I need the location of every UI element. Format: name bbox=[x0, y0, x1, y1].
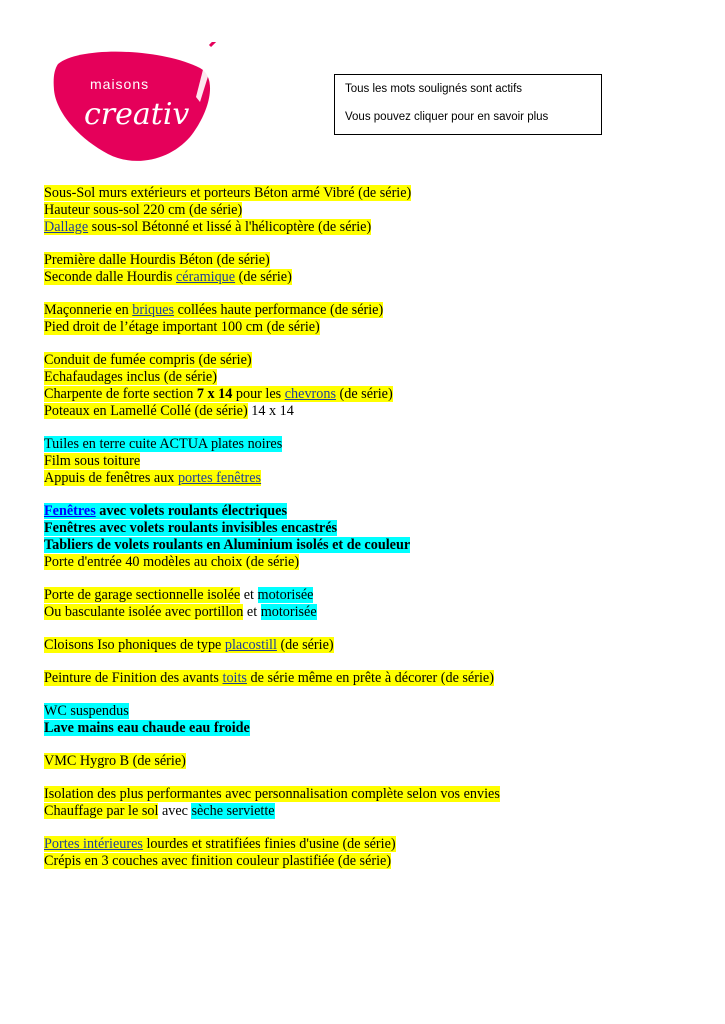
link-fenetres[interactable]: Fenêtres bbox=[44, 503, 96, 519]
maisons-creativ-logo bbox=[50, 42, 225, 167]
feature-line bbox=[44, 803, 500, 820]
link-chevrons[interactable]: chevrons bbox=[284, 386, 336, 402]
feature-text: Hauteur sous-sol 220 cm (de série) bbox=[44, 202, 243, 218]
feature-text: Peinture de Finition des avants bbox=[44, 670, 223, 686]
features-list bbox=[44, 185, 500, 870]
feature-line bbox=[44, 453, 500, 470]
feature-text: Conduit de fumée compris (de série) bbox=[44, 352, 252, 368]
feature-line bbox=[44, 836, 500, 853]
link-placostill[interactable]: placostill bbox=[224, 637, 277, 653]
feature-text: avec bbox=[158, 803, 192, 819]
feature-text: lourdes et stratifiées finies d'usine (de série) bbox=[142, 836, 396, 852]
feature-text: Sous-Sol murs extérieurs et porteurs Béton armé Vibré (de série) bbox=[44, 185, 412, 201]
feature-text: (de série) bbox=[235, 269, 292, 285]
notice-line-1: Tous les mots soulignés sont actifs bbox=[345, 83, 523, 95]
feature-text: Charpente de forte section bbox=[44, 386, 197, 402]
feature-text: Crépis en 3 couches avec finition couleur plastifiée (de série) bbox=[44, 853, 392, 869]
link-portes-fenetres[interactable]: portes fenêtres bbox=[177, 470, 262, 486]
feature-text: pour les bbox=[232, 386, 285, 402]
link-portes-interieures[interactable]: Portes intérieures bbox=[44, 836, 143, 852]
feature-line bbox=[44, 753, 500, 770]
feature-line bbox=[44, 403, 500, 420]
feature-text: et bbox=[240, 587, 258, 603]
feature-text: motorisée bbox=[260, 604, 317, 620]
feature-text: Echafaudages inclus (de série) bbox=[44, 369, 217, 385]
feature-line bbox=[44, 252, 500, 269]
feature-line bbox=[44, 853, 500, 870]
feature-line bbox=[44, 587, 500, 604]
link-ceramique[interactable]: céramique bbox=[176, 269, 236, 285]
feature-line bbox=[44, 269, 500, 286]
feature-line bbox=[44, 520, 500, 537]
feature-text: Cloisons Iso phoniques de type bbox=[44, 637, 225, 653]
feature-line bbox=[44, 786, 500, 803]
feature-line bbox=[44, 302, 500, 319]
feature-text: de série même en prête à décorer (de série) bbox=[246, 670, 494, 686]
feature-line bbox=[44, 637, 500, 654]
feature-text: Tuiles en terre cuite ACTUA plates noires bbox=[44, 436, 283, 452]
feature-text: et bbox=[243, 604, 261, 620]
feature-text: sous-sol Bétonné et lissé à l'hélicoptère (de série) bbox=[88, 219, 372, 235]
link-dallage[interactable]: Dallage bbox=[44, 219, 89, 235]
feature-line bbox=[44, 319, 500, 336]
feature-text: Seconde dalle Hourdis bbox=[44, 269, 176, 285]
feature-text: 14 x 14 bbox=[247, 403, 294, 419]
feature-text: Appuis de fenêtres aux bbox=[44, 470, 178, 486]
feature-line bbox=[44, 202, 500, 219]
active-words-notice bbox=[334, 74, 602, 135]
feature-line bbox=[44, 604, 500, 621]
logo-word-creativ: creativ bbox=[84, 97, 190, 132]
feature-text: motorisée bbox=[257, 587, 314, 603]
feature-text: Isolation des plus performantes avec personnalisation complète selon vos envies bbox=[44, 786, 500, 802]
feature-text: Poteaux en Lamellé Collé (de série) bbox=[44, 403, 248, 419]
feature-text: sèche serviette bbox=[191, 803, 275, 819]
feature-text: VMC Hygro B (de série) bbox=[44, 753, 186, 769]
feature-text-bold: Tabliers de volets roulants en Aluminium isolés et de couleur bbox=[44, 537, 411, 553]
feature-line bbox=[44, 185, 500, 202]
feature-line bbox=[44, 352, 500, 369]
feature-text: Première dalle Hourdis Béton (de série) bbox=[44, 252, 270, 268]
feature-text-bold: Lave mains eau chaude eau froide bbox=[44, 720, 250, 736]
feature-text: Porte de garage sectionnelle isolée bbox=[44, 587, 241, 603]
feature-text: Chauffage par le sol bbox=[44, 803, 159, 819]
feature-text-bold: 7 x 14 bbox=[196, 386, 233, 402]
feature-line bbox=[44, 720, 500, 737]
feature-line bbox=[44, 503, 500, 520]
feature-text: Porte d'entrée 40 modèles au choix (de série) bbox=[44, 554, 300, 570]
feature-line bbox=[44, 670, 500, 687]
feature-text: (de série) bbox=[335, 386, 393, 402]
feature-line bbox=[44, 703, 500, 720]
feature-line bbox=[44, 470, 500, 487]
feature-text-bold: Fenêtres avec volets roulants invisibles encastrés bbox=[44, 520, 338, 536]
feature-text: collées haute performance (de série) bbox=[174, 302, 384, 318]
feature-text-bold: avec volets roulants électriques bbox=[95, 503, 287, 519]
feature-line bbox=[44, 386, 500, 403]
feature-text: Ou basculante isolée avec portillon bbox=[44, 604, 244, 620]
feature-text: Film sous toiture bbox=[44, 453, 141, 469]
logo-word-maisons: maisons bbox=[90, 76, 150, 92]
link-briques[interactable]: briques bbox=[132, 302, 175, 318]
feature-text: (de série) bbox=[276, 637, 334, 653]
feature-line bbox=[44, 219, 500, 236]
feature-text: Pied droit de l’étage important 100 cm (de série) bbox=[44, 319, 320, 335]
feature-line bbox=[44, 369, 500, 386]
feature-line bbox=[44, 537, 500, 554]
link-toits[interactable]: toits bbox=[222, 670, 247, 686]
feature-line bbox=[44, 436, 500, 453]
notice-line-2: Vous pouvez cliquer pour en savoir plus bbox=[345, 111, 549, 123]
feature-line bbox=[44, 554, 500, 571]
feature-text: WC suspendus bbox=[44, 703, 129, 719]
feature-text: Maçonnerie en bbox=[44, 302, 133, 318]
